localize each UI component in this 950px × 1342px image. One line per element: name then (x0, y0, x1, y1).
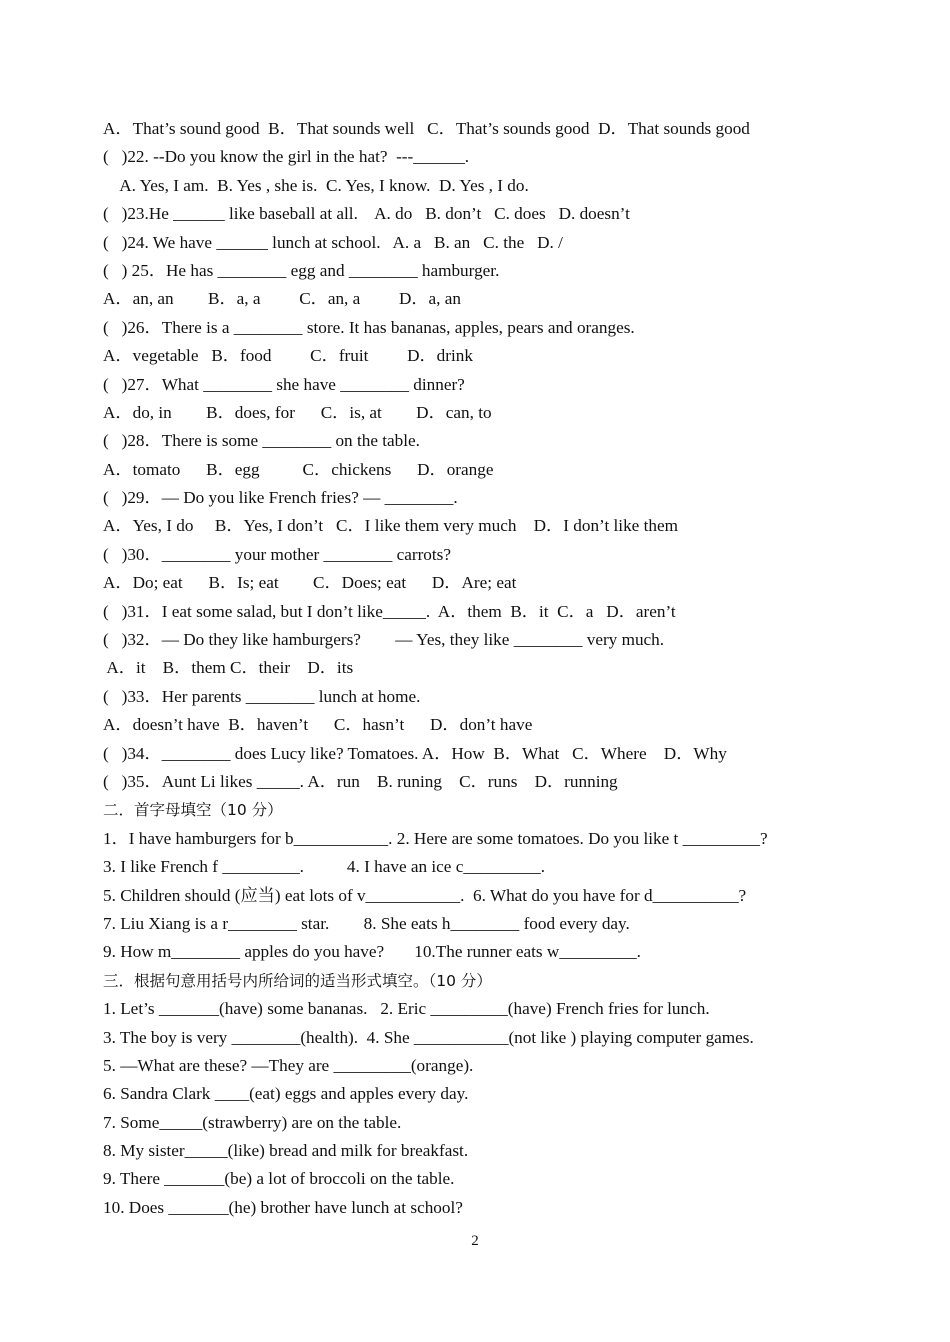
question-23: ( )23.He ______ like baseball at all. A. do B. don’t C. does D. doesn’t (103, 204, 630, 224)
section-2-heading: 二．首字母填空（10 分） (103, 801, 283, 820)
fill-line-4: 7. Liu Xiang is a r________ star. 8. She eats h________ food every day. (103, 913, 630, 933)
question-33: ( )33．Her parents ________ lunch at home. (103, 686, 421, 706)
form-line-4: 6. Sandra Clark ____(eat) eggs and apples every day. (103, 1084, 469, 1104)
fill-line-2: 3. I like French f _________. 4. I have an ice c_________. (103, 857, 545, 877)
form-line-5: 7. Some_____(strawberry) are on the table. (103, 1112, 402, 1132)
fill-line-3: 5. Children should (应当) eat lots of v___________. 6. What do you have for d__________? (103, 885, 747, 905)
question-34: ( )34．________ does Lucy like? Tomatoes. A．How B．What C．Where D．Why (103, 743, 727, 763)
option-line-25: A．an, an B．a, a C．an, a D．a, an (103, 289, 462, 309)
question-29: ( )29．— Do you like French fries? — ________. (103, 488, 458, 508)
fill-line-5: 9. How m________ apples do you have? 10.The runner eats w_________. (103, 942, 641, 962)
section-3-heading: 三．根据句意用括号内所给词的适当形式填空。（10 分） (103, 971, 492, 990)
question-30: ( )30．________ your mother ________ carrots? (103, 544, 451, 564)
question-32: ( )32．— Do they like hamburgers? — Yes, they like ________ very much. (103, 630, 665, 650)
option-line-26: A．vegetable B．food C．fruit D．drink (103, 346, 473, 366)
option-line-21: A．That’s sound good B．That sounds well C．That’s sounds good D．That sounds good (103, 119, 750, 138)
option-line-22: A. Yes, I am. B. Yes , she is. C. Yes, I know. D. Yes , I do. (103, 175, 529, 195)
question-22: ( )22. --Do you know the girl in the hat? ---______. (103, 147, 470, 167)
option-line-30: A．Do; eat B．Is; eat C．Does; eat D．Are; eat (103, 573, 517, 593)
option-line-29: A．Yes, I do B．Yes, I don’t C．I like them very much D．I don’t like them (103, 516, 678, 536)
form-line-8: 10. Does _______(he) brother have lunch at school? (103, 1197, 463, 1217)
question-27: ( )27．What ________ she have ________ dinner? (103, 374, 465, 394)
form-line-3: 5. —What are these? —They are _________(orange). (103, 1055, 474, 1075)
option-line-27: A．do, in B．does, for C．is, at D．can, to (103, 402, 492, 422)
form-line-6: 8. My sister_____(like) bread and milk for breakfast. (103, 1141, 469, 1161)
question-26: ( )26．There is a ________ store. It has bananas, apples, pears and oranges. (103, 317, 635, 337)
question-25: ( ) 25．He has ________ egg and ________ hamburger. (103, 260, 500, 280)
fill-line-1: 1．I have hamburgers for b___________. 2. Here are some tomatoes. Do you like t _________? (103, 828, 768, 848)
option-line-33: A．doesn’t have B．haven’t C．hasn’t D．don’t have (103, 715, 533, 735)
option-line-28: A．tomato B．egg C．chickens D．orange (103, 459, 494, 479)
page-content (103, 115, 893, 1222)
question-31: ( )31．I eat some salad, but I don’t like_____. A．them B．it C．a D．aren’t (103, 601, 676, 621)
page-number: 2 (471, 1233, 479, 1249)
question-24: ( )24. We have ______ lunch at school. A. a B. an C. the D. / (103, 232, 563, 252)
form-line-2: 3. The boy is very ________(health). 4. She ___________(not like ) playing computer games. (103, 1027, 754, 1047)
option-line-32: A．it B．them C．their D．its (103, 658, 354, 678)
question-28: ( )28．There is some ________ on the table. (103, 431, 420, 451)
form-line-7: 9. There _______(be) a lot of broccoli on the table. (103, 1169, 455, 1189)
form-line-1: 1. Let’s _______(have) some bananas. 2. Eric _________(have) French fries for lunch. (103, 999, 710, 1019)
question-35: ( )35．Aunt Li likes _____. A．run B. runing C．runs D．running (103, 771, 618, 791)
